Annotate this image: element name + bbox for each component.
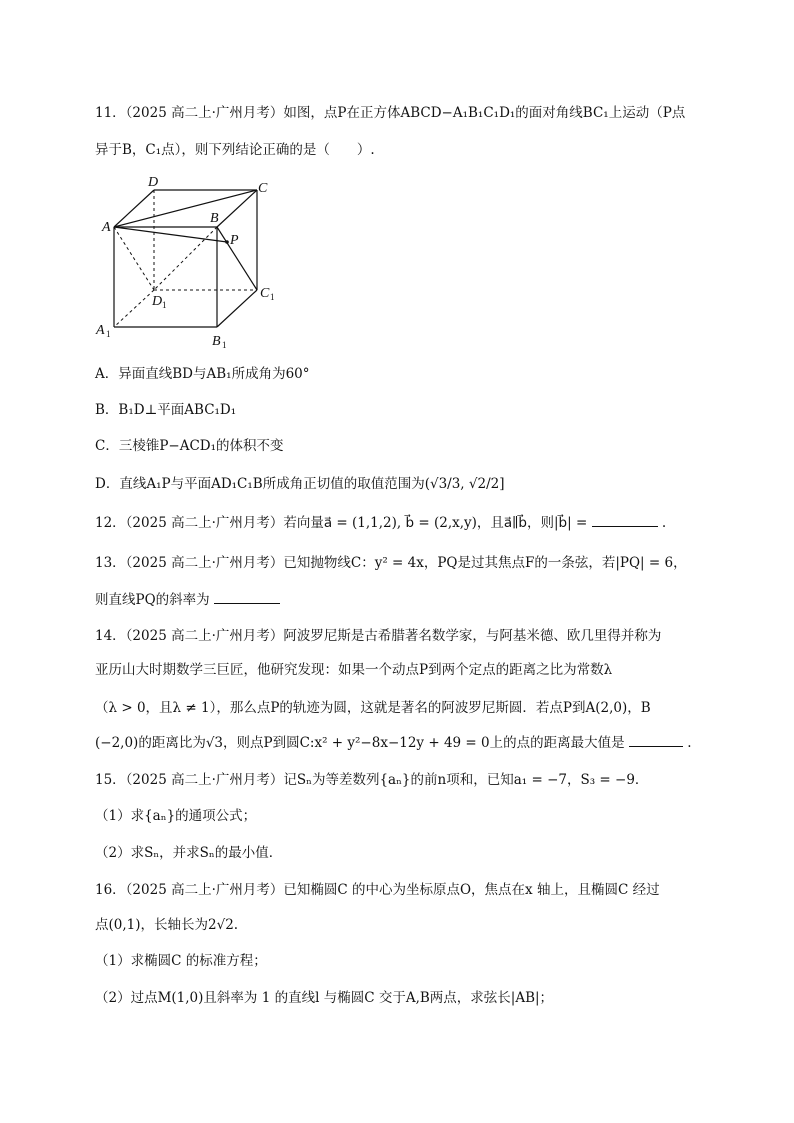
label-c1: C (260, 286, 270, 301)
label-d: D (148, 175, 159, 190)
q14-stem-line4 (95, 733, 714, 753)
q13-stem-line1: 13．（2025 高二上·广州月考）已知抛物线C：y² = 4x，PQ是过其焦点F的一条弦，若|PQ| = 6， (95, 555, 687, 571)
q16-part1: （1）求椭圆C 的标准方程； (95, 953, 267, 969)
cube-figure (92, 172, 292, 352)
q14-line4-text: (−2,0)的距离比为√3，则点P到圆C:x² + y²−8x−12y + 49 = 0上的点的距离最大值是 (95, 735, 625, 751)
q15-stem: 15．（2025 高二上·广州月考）记Sₙ为等差数列{aₙ}的前n项和，已知a₁ = −7，S₃ = −9． (95, 772, 649, 788)
label-c1-sub: 1 (270, 292, 275, 302)
label-b: B (210, 211, 219, 226)
label-a1: A (96, 323, 105, 338)
q11-option-d: D．直线A₁P与平面AD₁C₁B所成角正切值的取值范围为(√3/3, √2/2] (95, 476, 505, 492)
q11-option-b: B．B₁D⊥平面ABC₁D₁ (95, 402, 237, 418)
label-d1-sub: 1 (162, 300, 167, 310)
q13-line2-text: 则直线PQ的斜率为 (95, 592, 210, 608)
q11-stem-line2: 异于B，C₁点），则下列结论正确的是（ ）. (95, 142, 375, 158)
label-d1: D (152, 294, 163, 309)
q14-stem-line2: 亚历山大时期数学三巨匠，他研究发现：如果一个动点P到两个定点的距离之比为常数λ (95, 662, 613, 678)
q12-end: . (661, 515, 667, 531)
label-b1-sub: 1 (222, 340, 227, 350)
q11-stem-line1: 11．（2025 高二上·广州月考）如图，点P在正方体ABCD−A₁B₁C₁D₁的面对角线BC₁上运动（P点 (95, 105, 686, 121)
q14-answer-blank[interactable] (629, 734, 683, 747)
q15-part1: （1）求{aₙ}的通项公式； (95, 808, 257, 824)
q14-stem-line3: （λ > 0，且λ ≠ 1），那么点P的轨迹为圆，这就是著名的阿波罗尼斯圆．若点P到A(2,0)，B (95, 700, 651, 716)
q12-text: 12．（2025 高二上·广州月考）若向量a⃗ = (1,1,2), b⃗ = (2,x,y)，且a⃗∥b⃗，则|b⃗| = (95, 515, 588, 531)
q15-part2: （2）求Sₙ，并求Sₙ的最小值． (95, 845, 283, 861)
q16-stem-line1: 16．（2025 高二上·广州月考）已知椭圆C 的中心为坐标原点O，焦点在x 轴上，且椭圆C 经过 (95, 882, 660, 898)
label-b1: B (212, 334, 221, 349)
label-p: P (230, 233, 239, 248)
q14-stem-line1: 14．（2025 高二上·广州月考）阿波罗尼斯是古希腊著名数学家，与阿基米德、欧几里得并称为 (95, 628, 662, 644)
q14-end: . (687, 735, 692, 751)
q16-part2: （2）过点M(1,0)且斜率为 1 的直线l 与椭圆C 交于A,B两点，求弦长|AB|； (95, 990, 554, 1006)
q12-stem (95, 513, 714, 533)
q12-answer-blank[interactable] (592, 514, 658, 527)
q13-stem-line2 (95, 590, 714, 610)
label-a: A (102, 220, 111, 235)
label-c: C (258, 181, 268, 196)
q13-answer-blank[interactable] (214, 591, 280, 604)
q11-option-c: C．三棱锥P−ACD₁的体积不变 (95, 438, 284, 454)
q16-stem-line2: 点(0,1)，长轴长为2√2. (95, 917, 239, 933)
label-a1-sub: 1 (106, 329, 111, 339)
q11-option-a: A．异面直线BD与AB₁所成角为60° (95, 366, 310, 382)
